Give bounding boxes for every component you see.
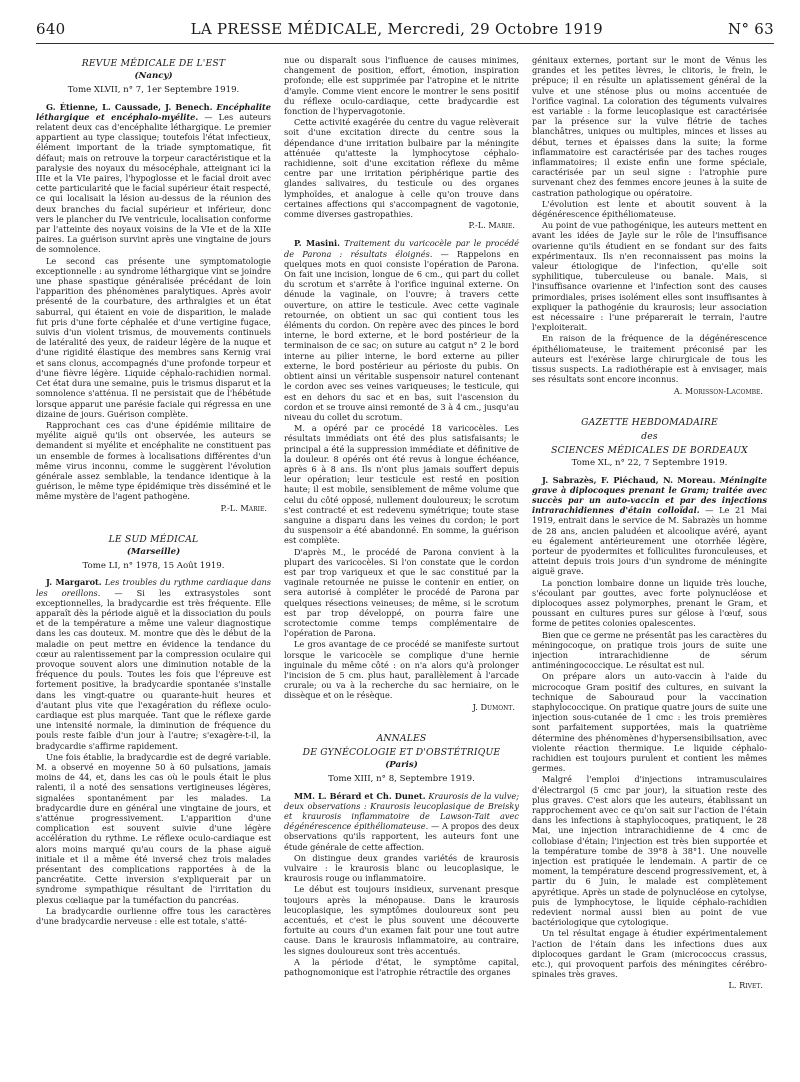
article-paragraph: Le début est toujours insidieux, survenant presque toujours après la ménopause. Dans le kraurosis leucoplasique, les symptômes douloureux sont peu accentués, et c'est le plus souvent une découverte fortuite au cours d'un examen fait pour une tout autre cause. Dans le kraurosis inflammatoire, au contraire, les signes douloureux sont très accentués. bbox=[284, 884, 519, 956]
article-paragraph: nue ou disparaît sous l'influence de causes minimes, changement de position, effort, émotion, inspiration profonde; elle est supprimée par l'atropine et le nitrite d'amyle. Comme vient encore le montrer le sens positif du réflexe oculo-cardiaque, cette bradycardie est fonction de l'hypervagotonie. bbox=[284, 55, 519, 117]
article-paragraph: En raison de la fréquence de la dégénérescence épithéliomateuse, le traitement préconisé par les auteurs est l'exérèse large chirurgicale de tous les tissus suspects. La radiothérapie est à envisager, mais ses résultats sont encore inconnus. bbox=[532, 333, 767, 385]
section-city: (Paris) bbox=[385, 760, 418, 771]
section-subtitle: DE GYNÉCOLOGIE ET D'OBSTÉTRIQUE bbox=[302, 747, 501, 758]
column-1 bbox=[36, 55, 271, 1072]
article-paragraph: P. Masini. Traitement du varicocèle par le procédé de Parona : résultats éloignés. — Rappelons en quelques mots en quoi consiste l'opération de Parona. On fait une incision, longue de 6 cm., qui part du collet du scrotum et s'arrête à l'orifice inguinal externe. On dénude la vaginale, on l'ouvre; à travers cette ouverture, on attire le testicule. Avec cette vaginale retournée, on obtient un sac qui contient tous les éléments du cordon. On repère avec des pinces le bord interne, le bord externe, et le bord postérieur de la terminaison de ce sac; on suture au catgut n° 2 le bord interne au pilier interne, le bord externe au pilier externe, le bord postérieur au périoste du pubis. On obtient ainsi un véritable suspensoir naturel contenant le cordon avec ses veines variqueuses; le testicule, qui est en dehors du sac et en bas, suit l'ascension du cordon et se trouve ainsi remonté de 3 à 4 cm., jusqu'au niveau du collet du scrotum. bbox=[284, 238, 519, 422]
article-paragraph: MM. L. Bérard et Ch. Dunet. Kraurosis de la vulve; deux observations : Kraurosis leucoplasique de Breisky et kraurosis inflammatoire de Lawson-Tait avec dégénérescence épithéliomateuse. — A propos des deux observations qu'ils rapportent, les auteurs font une étude générale de cette affection. bbox=[284, 790, 519, 852]
signature: L. Rivet. bbox=[728, 980, 763, 991]
section-city: (Marseille) bbox=[126, 546, 181, 557]
running-header bbox=[36, 20, 774, 42]
article-paragraph: M. a opéré par ce procédé 18 varicocèles. Les résultats immédiats ont été des plus satisfaisants; le principal a été la suppression immédiate et définitive de la douleur. 8 opérés ont été revus à longue échéance, après 6 à 8 ans. Ils n'ont plus jamais souffert depuis leur opération; leur testicule est resté en position haute; il est mobile, sensiblement de même volume que celui du côté opposé, nullement douloureux; le scrotum s'est contracté et est redevenu symétrique; toute stase sanguine a disparu dans les veines du cordon; le port du suspensoir a été abandonné. En somme, la guérison est complète. bbox=[284, 423, 519, 546]
article-paragraph: L'évolution est lente et aboutit souvent à la dégénérescence épithéliomateuse. bbox=[532, 198, 767, 220]
signature: J. Dumont. bbox=[472, 701, 515, 712]
section-title: GAZETTE HEBDOMADAIRE bbox=[581, 416, 718, 428]
article-authors: G. Étienne, L. Caussade, J. Benech. bbox=[46, 101, 213, 112]
section-title: ANNALES bbox=[376, 732, 427, 744]
section-subtitle: des bbox=[641, 430, 658, 442]
section-subtitle: SCIENCES MÉDICALES DE BORDEAUX bbox=[551, 445, 748, 457]
section-title: LE SUD MÉDICAL bbox=[108, 533, 199, 545]
article-paragraph: Un tel résultat engage à étudier expérimentalement l'action de l'étain dans les infections dues aux diplocoques gardant le Gram (micrococcus crassus, etc.), qui provoquent parfois des méningites cérébro-spinales très graves. bbox=[532, 928, 767, 980]
article-title: Les troubles du rythme cardiaque dans les oreillons. bbox=[36, 577, 271, 598]
article-paragraph: D'après M., le procédé de Parona convient à la plupart des varicocèles. Si l'on constate que le cordon est par trop variqueux et que le sac constitué par la vaginale retournée ne puisse le contenir en entier, on sera autorisé à compléter le procédé de Parona par quelques résections veineuses; de même, si le scrotum est par trop développé, on pourra faire une scrotectomie comme temps complémentaire de l'opération de Parona. bbox=[284, 546, 519, 639]
column-3 bbox=[532, 55, 767, 1072]
column-2 bbox=[284, 55, 519, 1072]
issue-line: Tome XIII, n° 8, Septembre 1919. bbox=[328, 774, 475, 785]
signature: P.-L. Marie. bbox=[468, 220, 515, 231]
article-paragraph: J. Sabrazès, F. Piéchaud, N. Moreau. Méningite grave à diplocoques prenant le Gram; traitée avec succès par un auto-vaccin et par des injections intrarachidiennes d'étain colloïdal. — Le 21 Mai 1919, entrait dans le service de M. Sabrazès un homme de 28 ans, ancien paludéen et alcoolique avéré, ayant eu également antérieurement une otorrhée légère, porteur de pyodermites et folliculites furonculeuses, et atteint depuis trois jours d'un syndrome de méningite aiguë grave. bbox=[532, 474, 767, 577]
article-authors: P. Masini. bbox=[294, 238, 341, 249]
article-paragraph: génitaux externes, portant sur le mont de Vénus les grandes et les petites lèvres, le clitoris, le frein, le prépuce; il en résulte un aplatissement général de la vulve et une sténose plus ou moins accentuée de l'orifice vaginal. La coloration des téguments vulvaires est variable : la forme leucoplasique est caractérisée par la présence sur la vulve flétrie de taches blanchâtres, uniques ou multiples, minces et lisses au début, ternes et épaisses dans la suite; la forme inflammatoire est caractérisée par des taches rouges inflammatoires; il existe enfin une forme spéciale, caractérisée par un seul signe : l'atrophie pure survenant chez des femmes encore jeunes à la suite de castration pathologique ou opératoire. bbox=[532, 55, 767, 198]
issue-line: Tome XL, n° 22, 7 Septembre 1919. bbox=[571, 458, 728, 469]
article-paragraph: Rapprochant ces cas d'une épidémie militaire de myélite aiguë qu'ils ont observée, les auteurs se demandent si myélite et encéphalite ne constituent pas un ensemble de formes à localisations différentes d'un même virus inconnu, comme le suggèrent l'évolution générale assez semblable, la tendance identique à la guérison, le même type épidémique très disséminé et le même mystère de l'agent pathogène. bbox=[36, 419, 271, 502]
article-authors: J. Sabrazès, F. Piéchaud, N. Moreau. bbox=[542, 474, 716, 485]
article-paragraph: G. Étienne, L. Caussade, J. Benech. Encéphalite léthargique et encéphalo-myélite. — Les auteurs relatent deux cas d'encéphalite léthargique. Le premier appartient au type classique; toutefois l'état infectieux, élément important de la triade symptomatique, fit défaut; mais on retrouve la torpeur caractéristique et la paralysie des noyaux du mésocéphale, atteignant ici la IIIe et la VIe paires, l'hypoglosse et le facial droit avec cette particularité que le facial supérieur était respecté, ce qui localisait la lésion au-dessus de la réunion des deux branches du facial supérieur et inférieur, donc vers le plancher du IVe ventricule, localisation conforme par l'atteinte des noyaux voisins de la VIe et de la XIIe paires. La guérison survint après une vingtaine de jours de somnolence. bbox=[36, 101, 271, 255]
article-paragraph: Une fois établie, la bradycardie est de degré variable. M. a observé en moyenne 50 à 60 pulsations, jamais moins de 44, et, dans les cas où le pouls était le plus ralenti, il a noté des sensations vertigineuses légères, signalées spontanément par les malades. La bradycardie dure en général une vingtaine de jours, et s'atténue progressivement. L'apparition d'une complication est souvent suivie d'une légère accélération du rythme. Le réflexe oculo-cardiaque est alors moins marqué qu'au cours de la phase aiguë initiale et il a même été inversé chez trois malades présentant des complications rapportées à de la pancréatite. Cette inversion s'expliquerait par un syndrome sympathique résultant de l'irritation du plexus cœliaque par la tuméfaction du pancréas. bbox=[36, 751, 271, 905]
signature: A. Morisson-Lacombe. bbox=[673, 385, 763, 396]
article-authors: MM. L. Bérard et Ch. Dunet. bbox=[294, 790, 426, 801]
issue-number: N° 63 bbox=[728, 20, 774, 38]
article-paragraph: On prépare alors un auto-vaccin à l'aide du microcoque Gram positif des cultures, en suivant la technique de Sabouraud pour la vaccination staphylococcique. On pratique quatre jours de suite une injection sous-cutanée de 1 cmc : les trois premières sont parfaitement supportées, mais la quatrième détermine des phénomènes d'hypersensibilisation, avec violente réaction thermique. Le liquide céphalo-rachidien est toujours purulent et contient les mêmes germes. bbox=[532, 671, 767, 774]
article-title: Kraurosis de la vulve; deux observations : Kraurosis leucoplasique de Breisky et kraurosis inflammatoire de Lawson-Tait avec dégénérescence épithéliomateuse. bbox=[284, 790, 519, 832]
signature: P.-L. Marie. bbox=[220, 502, 267, 513]
article-title: Encéphalite léthargique et encéphalo-myélite. bbox=[36, 101, 271, 122]
section-city: (Nancy) bbox=[134, 71, 173, 82]
header-rule bbox=[36, 43, 774, 44]
article-title: Méningite grave à diplocoques prenant le Gram; traitée avec succès par un auto-vaccin et par des injections intrarachidiennes d'étain colloïdal. bbox=[532, 474, 767, 516]
section-title: REVUE MÉDICALE DE L'EST bbox=[81, 58, 226, 69]
page-number: 640 bbox=[36, 20, 66, 38]
article-paragraph: A la période d'état, le symptôme capital, pathognomonique est l'atrophie rétractile des organes bbox=[284, 956, 519, 978]
article-paragraph: La ponction lombaire donne un liquide très louche, s'écoulant par gouttes, avec forte polynucléose et diplocoques assez polymorphes, prenant le Gram, et poussant en cultures pures sur gélose à l'œuf, sous forme de petites colonies opalescentes. bbox=[532, 577, 767, 629]
article-authors: J. Margarot. bbox=[46, 577, 102, 588]
journal-title: LA PRESSE MÉDICALE, Mercredi, 29 Octobre 1919 bbox=[190, 20, 603, 38]
issue-line: Tome XLVII, n° 7, 1er Septembre 1919. bbox=[67, 85, 240, 96]
article-paragraph: Cette activité exagérée du centre du vague relèverait soit d'une excitation directe du centre sous la dépendance d'une irritation bulbaire par la méningite atténuée qu'atteste la lymphocytose céphalo-rachidienne, soit d'une excitation réflexe du même centre par une irritation périphérique partie des glandes salivaires, du testicule ou des organes lymphoïdes, et analogue à celle qu'on trouve dans certaines affections qui s'accompagnent de vagotonie, comme diverses gastropathies. bbox=[284, 117, 519, 220]
article-title: Traitement du varicocèle par le procédé de Parona : résultats éloignés. bbox=[284, 238, 519, 259]
article-paragraph: On distingue deux grandes variétés de kraurosis vulvaire : le kraurosis blanc ou leucoplasique, le kraurosis rouge ou inflammatoire. bbox=[284, 852, 519, 884]
article-paragraph: Malgré l'emploi d'injections intramusculaires d'électrargol (5 cmc par jour), la situation reste des plus graves. C'est alors que les auteurs, établissant un rapprochement avec ce qu'on sait sur l'action de l'étain dans les infections à staphylocoques, pratiquent, le 28 Mai, une injection intrarachidienne de 4 cmc de collobiase d'étain; l'injection est très bien supportée et la température tombe de 39°8 à 38°1. Une nouvelle injection est pratiquée le lendemain. A partir de ce moment, la température descend progressivement, et, à partir du 6 Juin, le malade est complètement apyrétique. Après un stade de polynucléose en cytolyse, puis de lymphocytose, le liquide céphalo-rachidien redevient normal aussi bien au point de vue bactériologique que cytologique. bbox=[532, 774, 767, 928]
article-paragraph: Au point de vue pathogénique, les auteurs mettent en avant les idées de Jayle sur le rôle de l'insuffisance ovarienne qu'ils étudient en se fondant sur des faits expérimentaux. Ils n'en reconnaissent pas moins la valeur étiologique de l'infection, qu'elle soit syphilitique, tuberculeuse ou banale. Mais, si l'insuffisance ovarienne et l'infection sont des causes primordiales, prises isolément elles sont insuffisantes à expliquer la pathogénie du kraurosis; leur association est nécessaire : l'une préparerait le terrain, l'autre l'exploiterait. bbox=[532, 220, 767, 333]
article-paragraph: Le gros avantage de ce procédé se manifeste surtout lorsque le varicocèle se complique d'une hernie inguinale du même côté : on n'a alors qu'à prolonger l'incision de 5 cm. plus haut, parallèlement à l'arcade crurale; ou va à la recherche du sac herniaire, on le dissèque et on le résèque. bbox=[284, 639, 519, 701]
issue-line: Tome LI, n° 1978, 15 Août 1919. bbox=[82, 561, 225, 572]
article-paragraph: Bien que ce germe ne présentât pas les caractères du méningocoque, on pratique trois jours de suite une injection intrarachidienne de sérum antiméningococcique. Le résultat est nul. bbox=[532, 629, 767, 671]
article-paragraph: Le second cas présente une symptomatologie exceptionnelle : au syndrome léthargique vint se joindre une phase spastique généralisée précédant de loin l'apparition des phénomènes paralytiques. Après avoir présenté de la courbature, des arthralgies et un état saburral, qui étaient en voie de disparition, le malade fut pris d'une forte céphalée et d'une vertigine fugace, suivis d'un violent trismus, de mouvements continuels de latéralité des yeux, de raideur légère de la nuque et d'une rigidité élastique des membres sans Kernig vrai et sans clonus, accompagnés d'une profonde torpeur et d'une fièvre légère. Liquide céphalo-rachidien normal. Cet état dura une semaine, puis le trismus disparut et la somnolence s'atténua. Il ne persistait que de l'hébétude lorsque apparut une parésie faciale qui régressa en une dizaine de jours. Guérison complète. bbox=[36, 255, 271, 419]
article-paragraph: J. Margarot. Les troubles du rythme cardiaque dans les oreillons. — Si les extrasystoles sont exceptionnelles, la bradycardie est très fréquente. Elle apparaît dès la période aiguë et la dissociation du pouls et de la température a même une valeur diagnostique dans les cas douteux. M. montre que dès le début de la maladie on peut mettre en évidence la tendance du cœur au ralentissement par la compression oculaire qui provoque souvent alors une diminution notable de la fréquence du pouls. Toutes les fois que l'épreuve est fortement positive, la bradycardie spontanée s'installe dans les vingt-quatre ou quarante-huit heures et d'autant plus vite que l'exagération du réflexe oculo-cardiaque est plus marquée. Tant que le réflexe garde une intensité normale, la diminution de fréquence du pouls reste faible d'un jour à l'autre; s'exagère-t-il, la bradycardie s'affirme rapidement. bbox=[36, 577, 271, 751]
article-paragraph: La bradycardie ourlienne offre tous les caractères d'une bradycardie nerveuse : elle est totale, s'atté- bbox=[36, 905, 271, 927]
